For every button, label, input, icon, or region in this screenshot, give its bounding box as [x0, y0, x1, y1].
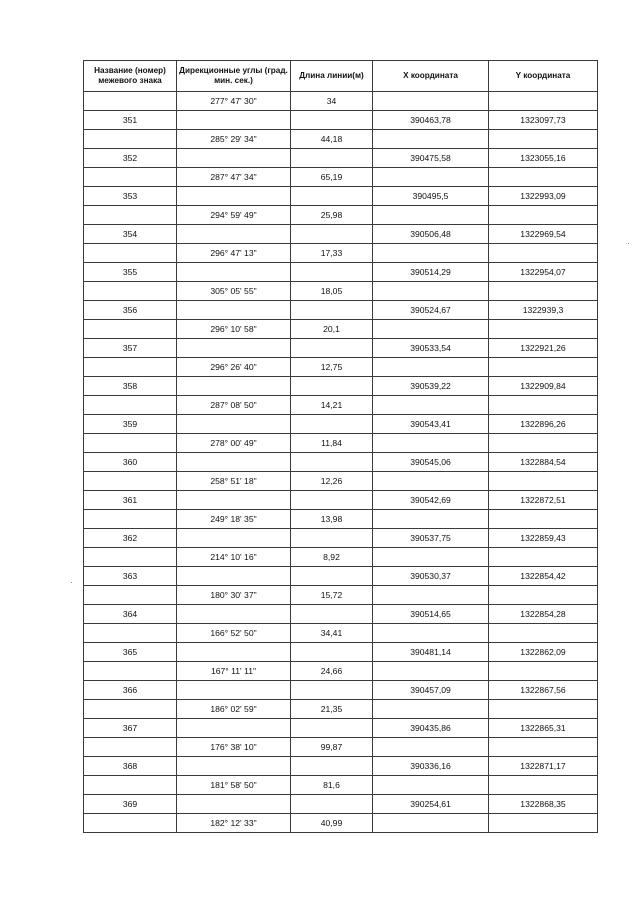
point-row: [84, 567, 598, 586]
empty-cell: [489, 358, 598, 377]
point-row: [84, 529, 598, 548]
point-row: [84, 225, 598, 244]
line-length-cell: 65,19: [291, 168, 373, 187]
direction-angle-cell: 296° 26' 40": [177, 358, 291, 377]
x-coordinate-cell: 390514,65: [373, 605, 489, 624]
line-length-cell: 99,87: [291, 738, 373, 757]
point-name-cell: 355: [84, 263, 177, 282]
line-length-cell: 25,98: [291, 206, 373, 225]
empty-cell: [84, 776, 177, 795]
direction-angle-cell: 167° 11' 11": [177, 662, 291, 681]
point-row: [84, 111, 598, 130]
segment-row: [84, 130, 598, 149]
point-name-cell: 366: [84, 681, 177, 700]
y-coordinate-cell: 1323097,73: [489, 111, 598, 130]
line-length-cell: 8,92: [291, 548, 373, 567]
y-coordinate-cell: 1322859,43: [489, 529, 598, 548]
empty-cell: [84, 472, 177, 491]
segment-row: [84, 776, 598, 795]
empty-cell: [177, 301, 291, 320]
x-coordinate-cell: 390537,75: [373, 529, 489, 548]
point-row: [84, 415, 598, 434]
empty-cell: [84, 168, 177, 187]
empty-cell: [177, 757, 291, 776]
line-length-cell: 12,26: [291, 472, 373, 491]
segment-row: [84, 586, 598, 605]
point-row: [84, 187, 598, 206]
line-length-cell: 18,05: [291, 282, 373, 301]
empty-cell: [177, 111, 291, 130]
line-length-cell: 40,99: [291, 814, 373, 833]
empty-cell: [84, 244, 177, 263]
empty-cell: [373, 282, 489, 301]
empty-cell: [291, 567, 373, 586]
empty-cell: [291, 225, 373, 244]
x-coordinate-cell: 390463,78: [373, 111, 489, 130]
empty-cell: [177, 415, 291, 434]
header-point-name: Название (номер) межевого знака: [84, 61, 177, 92]
empty-cell: [489, 510, 598, 529]
point-name-cell: 369: [84, 795, 177, 814]
line-length-cell: 34,41: [291, 624, 373, 643]
empty-cell: [84, 662, 177, 681]
empty-cell: [373, 548, 489, 567]
line-length-cell: 14,21: [291, 396, 373, 415]
empty-cell: [291, 339, 373, 358]
point-name-cell: 362: [84, 529, 177, 548]
x-coordinate-cell: 390495,5: [373, 187, 489, 206]
empty-cell: [291, 605, 373, 624]
point-name-cell: 352: [84, 149, 177, 168]
empty-cell: [291, 111, 373, 130]
segment-row: [84, 244, 598, 263]
header-y-coordinate: Y координата: [489, 61, 598, 92]
direction-angle-cell: 214° 10' 16": [177, 548, 291, 567]
point-row: [84, 453, 598, 472]
empty-cell: [291, 643, 373, 662]
x-coordinate-cell: 390539,22: [373, 377, 489, 396]
empty-cell: [291, 491, 373, 510]
segment-row: [84, 548, 598, 567]
empty-cell: [291, 301, 373, 320]
header-direction-angle: Дирекционные углы (град. мин. сек.): [177, 61, 291, 92]
direction-angle-cell: 285° 29' 34": [177, 130, 291, 149]
line-length-cell: 13,98: [291, 510, 373, 529]
empty-cell: [489, 396, 598, 415]
empty-cell: [373, 320, 489, 339]
point-row: [84, 263, 598, 282]
empty-cell: [373, 472, 489, 491]
header-row: [84, 61, 598, 92]
empty-cell: [84, 92, 177, 111]
segment-row: [84, 396, 598, 415]
empty-cell: [373, 814, 489, 833]
direction-angle-cell: 182° 12' 33": [177, 814, 291, 833]
point-name-cell: 363: [84, 567, 177, 586]
empty-cell: [489, 814, 598, 833]
segment-row: [84, 624, 598, 643]
line-length-cell: 34: [291, 92, 373, 111]
direction-angle-cell: 296° 10' 58": [177, 320, 291, 339]
segment-row: [84, 358, 598, 377]
empty-cell: [84, 586, 177, 605]
x-coordinate-cell: 390542,69: [373, 491, 489, 510]
y-coordinate-cell: 1323055,16: [489, 149, 598, 168]
line-length-cell: 17,33: [291, 244, 373, 263]
point-row: [84, 757, 598, 776]
x-coordinate-cell: 390506,48: [373, 225, 489, 244]
segment-row: [84, 320, 598, 339]
point-row: [84, 339, 598, 358]
point-name-cell: 353: [84, 187, 177, 206]
empty-cell: [177, 719, 291, 738]
y-coordinate-cell: 1322854,28: [489, 605, 598, 624]
empty-cell: [373, 168, 489, 187]
segment-row: [84, 472, 598, 491]
table-body: [84, 92, 598, 833]
point-name-cell: 365: [84, 643, 177, 662]
empty-cell: [177, 263, 291, 282]
x-coordinate-cell: 390530,37: [373, 567, 489, 586]
boundary-coordinates-table: [83, 60, 598, 833]
segment-row: [84, 92, 598, 111]
point-row: [84, 681, 598, 700]
segment-row: [84, 700, 598, 719]
empty-cell: [291, 377, 373, 396]
point-row: [84, 719, 598, 738]
scan-speck: [628, 243, 629, 244]
empty-cell: [373, 434, 489, 453]
y-coordinate-cell: 1322865,31: [489, 719, 598, 738]
empty-cell: [373, 586, 489, 605]
y-coordinate-cell: 1322909,84: [489, 377, 598, 396]
point-row: [84, 491, 598, 510]
empty-cell: [489, 320, 598, 339]
direction-angle-cell: 287° 08' 50": [177, 396, 291, 415]
y-coordinate-cell: 1322969,54: [489, 225, 598, 244]
point-row: [84, 149, 598, 168]
point-name-cell: 357: [84, 339, 177, 358]
point-name-cell: 356: [84, 301, 177, 320]
empty-cell: [177, 491, 291, 510]
direction-angle-cell: 258° 51' 18": [177, 472, 291, 491]
empty-cell: [373, 92, 489, 111]
direction-angle-cell: 249° 18' 35": [177, 510, 291, 529]
direction-angle-cell: 186° 02' 59": [177, 700, 291, 719]
empty-cell: [177, 339, 291, 358]
y-coordinate-cell: 1322868,35: [489, 795, 598, 814]
empty-cell: [84, 624, 177, 643]
empty-cell: [177, 149, 291, 168]
segment-row: [84, 206, 598, 225]
empty-cell: [489, 586, 598, 605]
x-coordinate-cell: 390545,06: [373, 453, 489, 472]
point-name-cell: 351: [84, 111, 177, 130]
point-row: [84, 795, 598, 814]
empty-cell: [489, 738, 598, 757]
direction-angle-cell: 278° 00' 49": [177, 434, 291, 453]
direction-angle-cell: 277° 47' 30": [177, 92, 291, 111]
x-coordinate-cell: 390457,09: [373, 681, 489, 700]
empty-cell: [177, 529, 291, 548]
y-coordinate-cell: 1322993,09: [489, 187, 598, 206]
empty-cell: [489, 244, 598, 263]
x-coordinate-cell: 390524,67: [373, 301, 489, 320]
empty-cell: [291, 263, 373, 282]
segment-row: [84, 434, 598, 453]
empty-cell: [291, 757, 373, 776]
y-coordinate-cell: 1322921,26: [489, 339, 598, 358]
empty-cell: [84, 434, 177, 453]
point-name-cell: 361: [84, 491, 177, 510]
segment-row: [84, 282, 598, 301]
empty-cell: [84, 320, 177, 339]
empty-cell: [373, 700, 489, 719]
line-length-cell: 15,72: [291, 586, 373, 605]
empty-cell: [489, 624, 598, 643]
empty-cell: [373, 396, 489, 415]
empty-cell: [489, 776, 598, 795]
line-length-cell: 44,18: [291, 130, 373, 149]
empty-cell: [489, 700, 598, 719]
empty-cell: [84, 814, 177, 833]
line-length-cell: 11,84: [291, 434, 373, 453]
empty-cell: [291, 187, 373, 206]
x-coordinate-cell: 390543,41: [373, 415, 489, 434]
y-coordinate-cell: 1322862,09: [489, 643, 598, 662]
empty-cell: [489, 472, 598, 491]
segment-row: [84, 738, 598, 757]
direction-angle-cell: 294° 59' 49": [177, 206, 291, 225]
y-coordinate-cell: 1322954,07: [489, 263, 598, 282]
x-coordinate-cell: 390533,54: [373, 339, 489, 358]
header-x-coordinate: X координата: [373, 61, 489, 92]
point-name-cell: 367: [84, 719, 177, 738]
point-row: [84, 377, 598, 396]
empty-cell: [373, 358, 489, 377]
header-line-length: Длина линии(м): [291, 61, 373, 92]
x-coordinate-cell: 390435,86: [373, 719, 489, 738]
empty-cell: [291, 719, 373, 738]
line-length-cell: 21,35: [291, 700, 373, 719]
empty-cell: [84, 738, 177, 757]
line-length-cell: 24,66: [291, 662, 373, 681]
direction-angle-cell: 176° 38' 10": [177, 738, 291, 757]
y-coordinate-cell: 1322939,3: [489, 301, 598, 320]
empty-cell: [177, 795, 291, 814]
empty-cell: [291, 529, 373, 548]
x-coordinate-cell: 390481,14: [373, 643, 489, 662]
y-coordinate-cell: 1322896,26: [489, 415, 598, 434]
point-name-cell: 359: [84, 415, 177, 434]
empty-cell: [373, 738, 489, 757]
empty-cell: [489, 434, 598, 453]
y-coordinate-cell: 1322872,51: [489, 491, 598, 510]
empty-cell: [177, 377, 291, 396]
direction-angle-cell: 296° 47' 13": [177, 244, 291, 263]
direction-angle-cell: 287° 47' 34": [177, 168, 291, 187]
empty-cell: [489, 548, 598, 567]
empty-cell: [291, 415, 373, 434]
empty-cell: [84, 206, 177, 225]
empty-cell: [84, 510, 177, 529]
empty-cell: [84, 358, 177, 377]
x-coordinate-cell: 390336,16: [373, 757, 489, 776]
x-coordinate-cell: 390475,58: [373, 149, 489, 168]
point-name-cell: 358: [84, 377, 177, 396]
point-row: [84, 605, 598, 624]
point-name-cell: 354: [84, 225, 177, 244]
empty-cell: [373, 510, 489, 529]
y-coordinate-cell: 1322871,17: [489, 757, 598, 776]
line-length-cell: 81,6: [291, 776, 373, 795]
empty-cell: [177, 567, 291, 586]
segment-row: [84, 510, 598, 529]
empty-cell: [373, 130, 489, 149]
x-coordinate-cell: 390254,61: [373, 795, 489, 814]
direction-angle-cell: 180° 30' 37": [177, 586, 291, 605]
empty-cell: [373, 776, 489, 795]
empty-cell: [291, 149, 373, 168]
empty-cell: [373, 206, 489, 225]
empty-cell: [177, 225, 291, 244]
empty-cell: [291, 795, 373, 814]
empty-cell: [291, 453, 373, 472]
line-length-cell: 20,1: [291, 320, 373, 339]
empty-cell: [177, 605, 291, 624]
empty-cell: [291, 681, 373, 700]
empty-cell: [84, 130, 177, 149]
empty-cell: [489, 282, 598, 301]
direction-angle-cell: 166° 52' 50": [177, 624, 291, 643]
segment-row: [84, 662, 598, 681]
empty-cell: [489, 168, 598, 187]
empty-cell: [373, 244, 489, 263]
y-coordinate-cell: 1322867,56: [489, 681, 598, 700]
empty-cell: [177, 453, 291, 472]
empty-cell: [489, 206, 598, 225]
point-row: [84, 301, 598, 320]
line-length-cell: 12,75: [291, 358, 373, 377]
empty-cell: [84, 548, 177, 567]
direction-angle-cell: 305° 05' 55": [177, 282, 291, 301]
y-coordinate-cell: 1322884,54: [489, 453, 598, 472]
point-row: [84, 643, 598, 662]
table-header: [84, 61, 598, 92]
survey-table-sheet: [83, 60, 597, 833]
segment-row: [84, 814, 598, 833]
empty-cell: [373, 662, 489, 681]
segment-row: [84, 168, 598, 187]
y-coordinate-cell: 1322854,42: [489, 567, 598, 586]
empty-cell: [84, 396, 177, 415]
empty-cell: [84, 282, 177, 301]
x-coordinate-cell: 390514,29: [373, 263, 489, 282]
empty-cell: [489, 92, 598, 111]
direction-angle-cell: 181° 58' 50": [177, 776, 291, 795]
empty-cell: [177, 643, 291, 662]
scan-speck: [71, 582, 72, 583]
empty-cell: [373, 624, 489, 643]
empty-cell: [177, 681, 291, 700]
empty-cell: [489, 662, 598, 681]
point-name-cell: 360: [84, 453, 177, 472]
empty-cell: [84, 700, 177, 719]
empty-cell: [177, 187, 291, 206]
point-name-cell: 368: [84, 757, 177, 776]
empty-cell: [489, 130, 598, 149]
point-name-cell: 364: [84, 605, 177, 624]
